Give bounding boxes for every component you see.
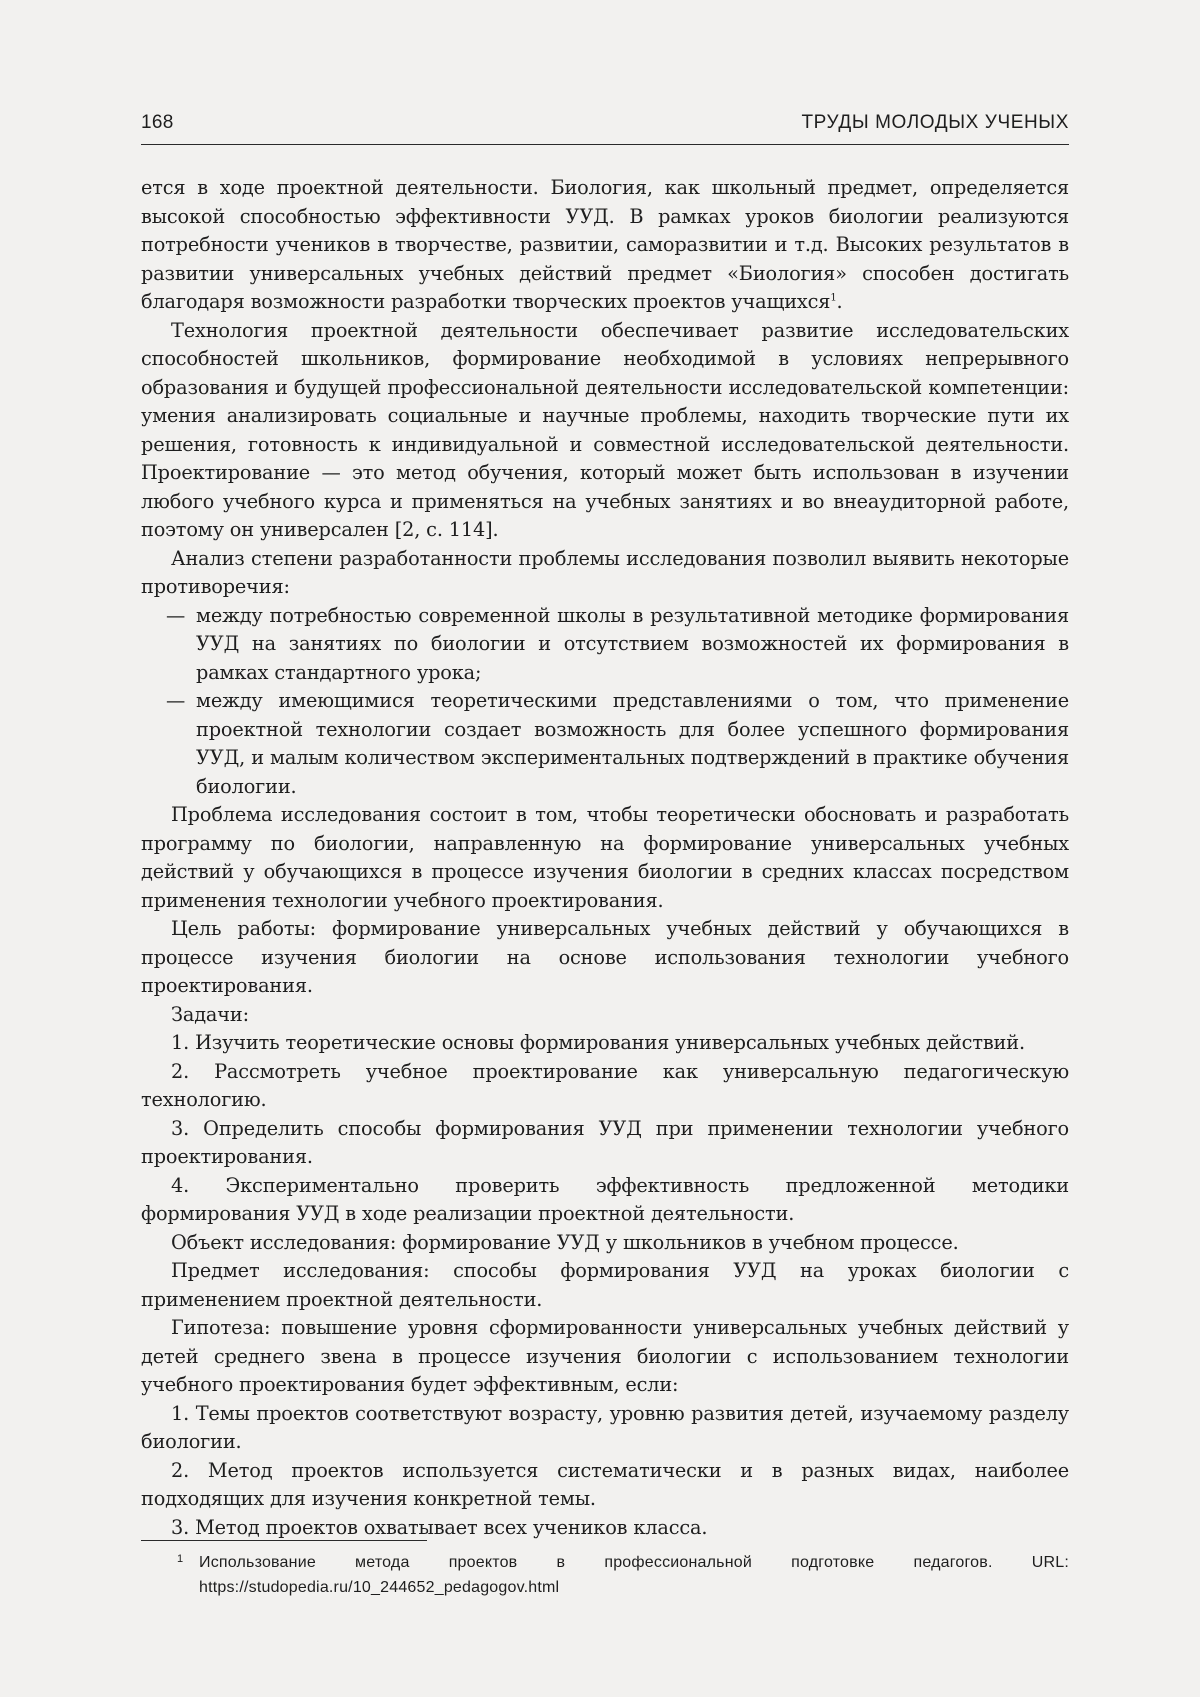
footnote-reference: 1 xyxy=(830,292,837,304)
dash-marker: — xyxy=(166,603,186,627)
paragraph-tasks-heading: Задачи: xyxy=(171,1002,249,1026)
list-item-text: между имеющимися теоретическими представлениями о том, что применение проектной технологии создает возможность для более успешного формирования УУД, и малым количеством экспериментальных подтверждений в практике обучения биологии. xyxy=(196,689,1069,798)
paragraph-contradictions-intro: Анализ степени разработанности проблемы исследования позволил выявить некоторые противоречия: xyxy=(141,546,1069,598)
paragraph-object: Объект исследования: формирование УУД у школьников в учебном процессе. xyxy=(171,1230,959,1254)
footnote-text: Использование метода проектов в профессиональной подготовке педагогов. URL: https://studopedia.ru/10_244652_pedagogov.html xyxy=(199,1554,1069,1596)
paragraph-text: ется в ходе проектной деятельности. Биология, как школьный предмет, определяется высокой способностью эффективности УУД. В рамках уроков биологии реализуются потребности учеников в творчестве, развитии, саморазвитии и т.д. Высоких результатов в развитии универсальных учебных действий предмет «Биология» способен достигать благодаря возможности разработки творческих проектов учащихся xyxy=(141,176,1069,313)
page-number: 168 xyxy=(141,112,174,133)
paragraph-end: . xyxy=(836,290,843,313)
task-item: 3. Определить способы формирования УУД при применении технологии учебного проектирования. xyxy=(141,1116,1069,1168)
paragraph-project-technology: Технология проектной деятельности обеспечивает развитие исследовательских способностей школьников, формирование необходимой в условиях непрерывного образования и будущей профессиональной деятельности исследовательской компетенции: умения анализировать социальные и научные проблемы, находить творческие пути их решения, готовность к индивидуальной и совместной исследовательской деятельности. Проектирование — это метод обучения, который может быть использован в изучении любого учебного курса и применяться на учебных занятиях и во внеаудиторной работе, поэтому он универсален [2, с. 114]. xyxy=(141,318,1069,541)
running-header xyxy=(141,108,1069,145)
task-item: 2. Рассмотреть учебное проектирование как универсальную педагогическую технологию. xyxy=(141,1059,1069,1111)
journal-title: ТРУДЫ МОЛОДЫХ УЧЕНЫХ xyxy=(801,112,1069,133)
paragraph-goal: Цель работы: формирование универсальных учебных действий у обучающихся в процессе изучения биологии на основе использования технологии учебного проектирования. xyxy=(141,917,1069,997)
paragraph-problem: Проблема исследования состоит в том, чтобы теоретически обосновать и разработать программу по биологии, направленную на формирование универсальных учебных действий у обучающихся в процессе изучения биологии в средних классах посредством применения технологии учебного проектирования. xyxy=(141,803,1069,912)
list-item xyxy=(141,687,1069,801)
dash-marker: — xyxy=(166,689,186,712)
task-item: 1. Изучить теоретические основы формирования универсальных учебных действий. xyxy=(171,1031,1025,1054)
task-item: 4. Экспериментально проверить эффективность предложенной методики формирования УУД в ходе реализации проектной деятельности. xyxy=(141,1173,1069,1225)
hypothesis-item: 3. Метод проектов охватывает всех учеников класса. xyxy=(171,1515,708,1539)
list-item-text: между потребностью современной школы в результативной методике формирования УУД на занятиях по биологии и отсутствием возможностей их формирования в рамках стандартного урока; xyxy=(196,603,1069,684)
hypothesis-item: 2. Метод проектов используется систематически и в разных видах, наиболее подходящих для изучения конкретной темы. xyxy=(141,1458,1069,1510)
footnote-divider xyxy=(141,1540,427,1541)
main-text xyxy=(141,174,1069,1542)
paragraph-continued xyxy=(141,174,1069,317)
hypothesis-item: 1. Темы проектов соответствуют возрасту, уровню развития детей, изучаемому разделу биологии. xyxy=(141,1401,1069,1453)
list-item xyxy=(141,602,1069,688)
footnote-mark: 1 xyxy=(177,1553,184,1565)
footnote xyxy=(141,1550,1069,1600)
paragraph-subject: Предмет исследования: способы формирования УУД на уроках биологии с применением проектной деятельности. xyxy=(141,1259,1069,1311)
paragraph-hypothesis: Гипотеза: повышение уровня сформированности универсальных учебных действий у детей среднего звена в процессе изучения биологии с использованием технологии учебного проектирования будет эффективным, если: xyxy=(141,1316,1069,1396)
